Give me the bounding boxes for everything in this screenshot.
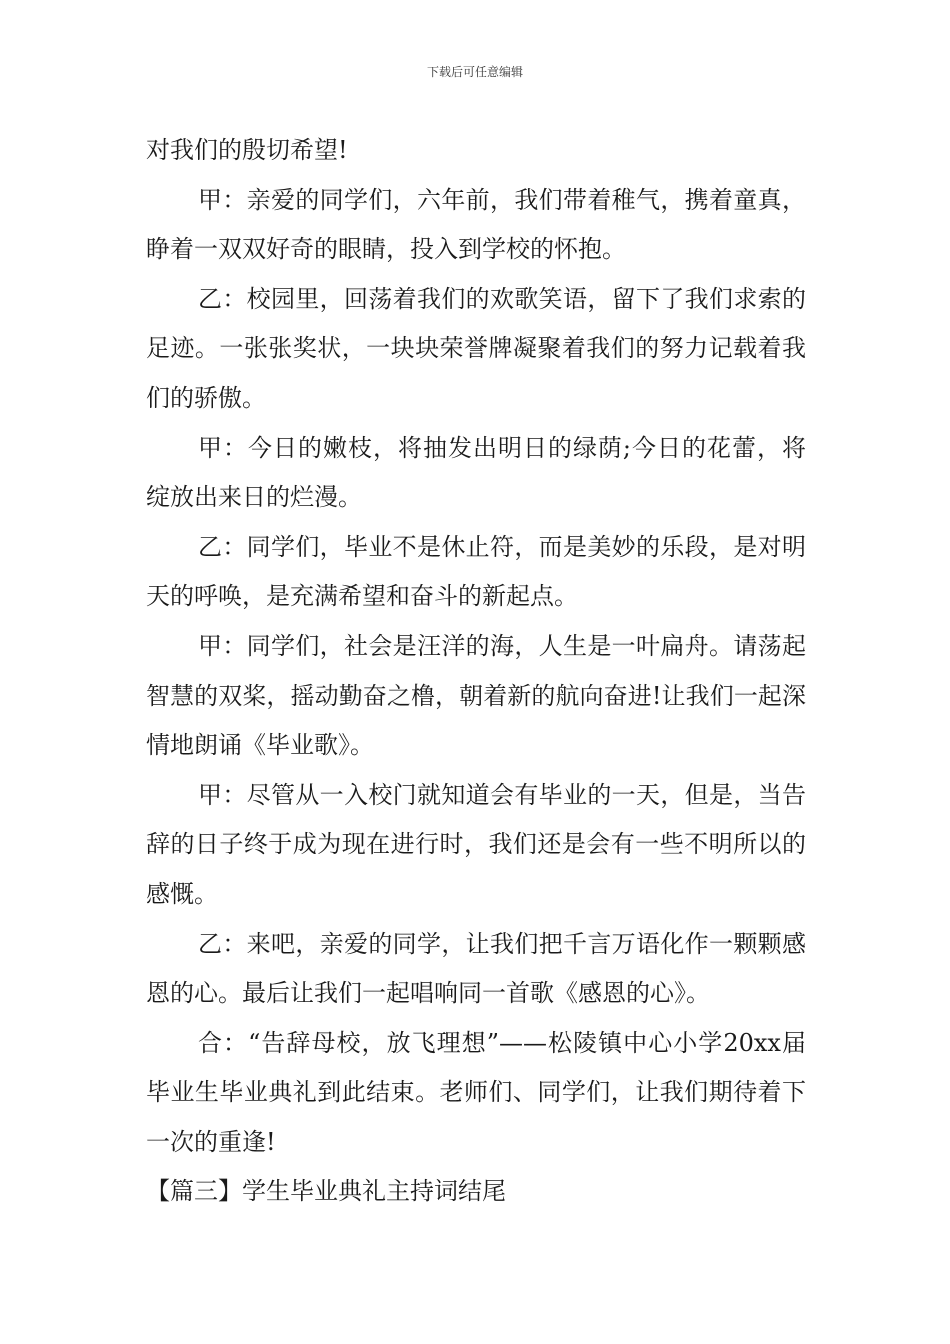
paragraph: 合：“告辞母校，放飞理想”——松陵镇中心小学20xx届毕业生毕业典礼到此结束。老师们、同学们，让我们期待着下一次的重逢! bbox=[146, 1028, 806, 1156]
paragraph: 乙：来吧，亲爱的同学，让我们把千言万语化作一颗颗感恩的心。最后让我们一起唱响同一首歌《感恩的心》。 bbox=[146, 929, 806, 1008]
paragraph: 甲：今日的嫩枝，将抽发出明日的绿荫;今日的花蕾，将绽放出来日的烂漫。 bbox=[146, 433, 806, 512]
paragraph: 乙：同学们，毕业不是休止符，而是美妙的乐段，是对明天的呼唤，是充满希望和奋斗的新起点。 bbox=[146, 532, 806, 611]
paragraph: 甲：尽管从一入校门就知道会有毕业的一天，但是，当告辞的日子终于成为现在进行时，我们还是会有一些不明所以的感慨。 bbox=[146, 780, 806, 908]
paragraph: 乙：校园里，回荡着我们的欢歌笑语，留下了我们求索的足迹。一张张奖状，一块块荣誉牌凝聚着我们的努力记载着我们的骄傲。 bbox=[146, 284, 806, 412]
section-heading: 【篇三】学生毕业典礼主持词结尾 bbox=[146, 1177, 506, 1206]
paragraph: 甲：亲爱的同学们，六年前，我们带着稚气，携着童真，睁着一双双好奇的眼睛，投入到学校的怀抱。 bbox=[146, 185, 806, 264]
document-body bbox=[146, 126, 806, 1217]
page-header: 下载后可任意编辑 bbox=[426, 65, 523, 79]
paragraph-continuation: 对我们的殷切希望! bbox=[146, 136, 348, 164]
paragraph: 甲：同学们，社会是汪洋的海，人生是一叶扁舟。请荡起智慧的双桨，摇动勤奋之橹，朝着新的航向奋进!让我们一起深情地朗诵《毕业歌》。 bbox=[146, 631, 806, 760]
